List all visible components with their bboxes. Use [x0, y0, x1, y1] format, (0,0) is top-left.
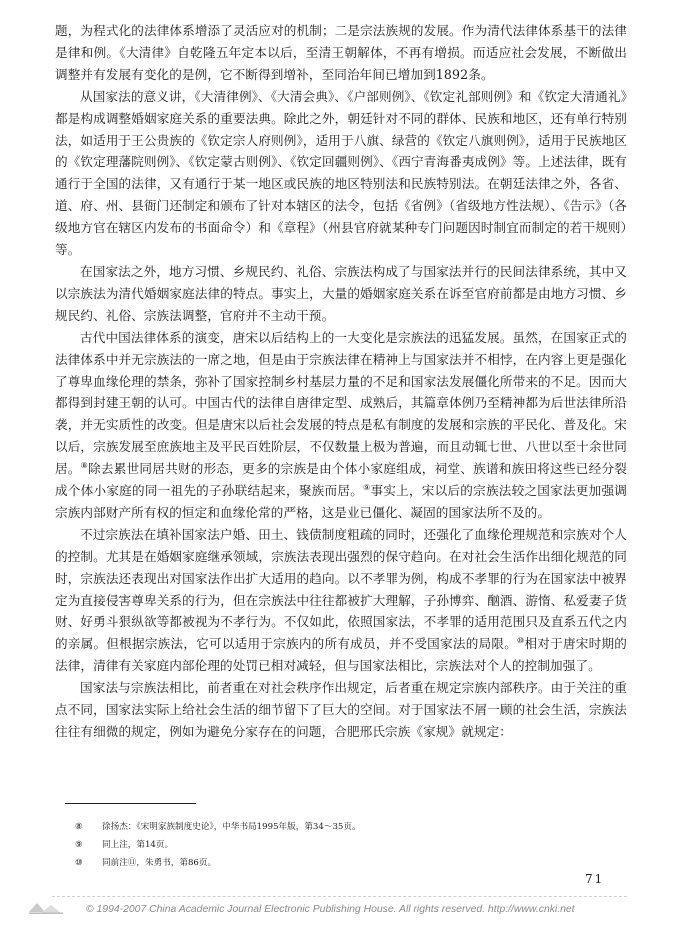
body-text	[55, 20, 627, 743]
paragraph	[55, 677, 627, 743]
footnote-mark: ⑨	[75, 840, 83, 850]
page-number: 71	[585, 872, 605, 886]
paragraph	[55, 86, 627, 261]
footnote-separator	[65, 803, 196, 804]
paragraph	[55, 327, 627, 524]
paragraph	[55, 261, 627, 327]
paragraph-text: 题，为程式化的法律体系增添了灵活应对的机制；二是宗法族规的发展。作为清代法律体系基干的法律是律和例。《大清律》自乾隆五年定本以后，至清王朝解体，不再有增损。而适应社会发展，不断做出调整并有发展有变化的是例，它不断得到增补，至同治年间已增加到1892条。	[55, 23, 627, 82]
paragraph-text: 相对于唐宋时期的法律，清律有关家庭内部伦理的处罚已相对减轻，但与国家法相比，宗族法对个人的控制加强了。	[55, 636, 627, 674]
paragraph-text: 在国家法之外，地方习惯、乡规民约、礼俗、宗族法构成了与国家法并行的民间法律系统，其中又以宗族法为清代婚姻家庭法律的特点。事实上，大量的婚姻家庭关系在诉至官府前都是由地方习惯、乡规民约、礼俗、宗族法调整，官府并不主动干预。	[55, 263, 627, 323]
footnote-reference: ⑧	[80, 461, 89, 471]
footnote-reference: ⑩	[517, 636, 525, 646]
footnote-mark: ⑧	[75, 822, 83, 832]
paragraph	[55, 20, 627, 86]
footnote-text: 徐扬杰：《宋明家族制度史论》，中华书局1995年版，第34～35页。	[102, 822, 361, 832]
paragraph-text: 除去累世同居共财的形态，更多的宗族是由个体小家庭组成，祠堂、族谱和族田将这些已经分裂成个体小家庭的同一祖先的子孙联结起来，聚族而居。	[55, 461, 627, 499]
footnote-text: 同上注，第14页。	[102, 840, 174, 850]
paragraph-text: 古代中国法律体系的演变，唐宋以后结构上的一大变化是宗族法的迅猛发展。虽然，在国家正式的法律体系中并无宗族法的一席之地，但是由于宗族法律在精神上与国家法并不相悖，在内容上更是强化了尊卑血缘伦理的禁条，弥补了国家控制乡村基层力量的不足和国家法发展僵化所带来的不足。因而大都得到封建王朝的认可。中国古代的法律自唐律定型、成熟后，其篇章体例乃至精神都为后世法律所沿袭，并无实质性的改变。但是唐宋以后社会发展的特点是私有制度的发展和宗族的平民化、普及化。宋以后，宗族发展至庶族地主及平民百姓阶层，不仅数量上极为普遍，而且动辄七世、八世以至十余世同居。	[55, 329, 627, 477]
footnote-mark: ⑩	[75, 858, 83, 868]
footnote-text: 同前注⑪，朱勇书，第86页。	[102, 858, 217, 868]
paragraph	[55, 524, 627, 677]
footnote-reference: ⑨	[363, 483, 371, 493]
footnote	[75, 836, 595, 854]
paragraph-text: 事实上，宋以后的宗族法较之国家法更加强调宗族内部财产所有权的恒定和血缘伦常的严格，这是业已僵化、凝固的国家法所不及的。	[55, 483, 627, 520]
footnote	[75, 818, 595, 836]
footnote	[75, 854, 595, 872]
paragraph-text: 从国家法的意义讲，《大清律例》、《大清会典》、《户部则例》、《钦定礼部则例》和《钦定大清通礼》都是构成调整婚姻家庭关系的重要法典。除此之外，朝廷针对不同的群体、民族和地区，还有单行特别法，如适用于王公贵族的《钦定宗人府则例》，适用于八旗、绿营的《钦定八旗则例》，适用于民族地区的《钦定理藩院则例》、《钦定蒙古则例》、《钦定回疆则例》、《西宁青海番夷成例》等。上述法律，既有通行于全国的法律，又有通行于某一地区或民族的地区特别法和民族特别法。在朝廷法律之外，各省、道、府、州、县衙门还制定和颁布了针对本辖区的法令，包括《省例》（省级地方性法规）、《告示》（各级地方官在辖区内发布的书面命令）和《章程》（州县官府就某种专门问题因时制宜而制定的若干规则）等。	[55, 88, 627, 258]
paragraph-text: 国家法与宗族法相比，前者重在对社会秩序作出规定，后者重在规定宗族内部秩序。由于关注的重点不同，国家法实际上给社会生活的细节留下了巨大的空间。对于国家法不屑一顾的社会生活，宗族法往往有细微的规定，例如为避免分家存在的问题，合肥邢氏宗族《家规》就规定：	[55, 680, 627, 739]
cnki-logo-icon	[27, 900, 67, 916]
paragraph-text: 不过宗族法在填补国家法户婚、田土、钱债制度粗疏的同时，还强化了血缘伦理规范和宗族对个人的控制。尤其是在婚姻家庭继承领域，宗族法表现出强烈的保守趋向。在对社会生活作出细化规范的同时，宗族法还表现出对国家法作出扩大适用的趋向。以不孝罪为例，构成不孝罪的行为在国家法中被界定为直接侵害尊卑关系的行为，但在宗族法中往往都被扩大理解，子孙博弈、酗酒、游惰、私爱妻子货财、好勇斗狠纵欲等都被视为不孝行为。不仅如此，依照国家法，不孝罪的适用范围只及直系五代之内的亲属。但根据宗族法，它可以适用于宗族内的所有成员，并不受国家法的局限。	[55, 526, 627, 652]
footnotes	[75, 818, 595, 872]
copyright-notice: © 1994-2007 China Academic Journal Electronic Publishing House. All rights reserved. http://www.cnki.net	[86, 904, 575, 915]
footer-divider	[52, 896, 627, 897]
